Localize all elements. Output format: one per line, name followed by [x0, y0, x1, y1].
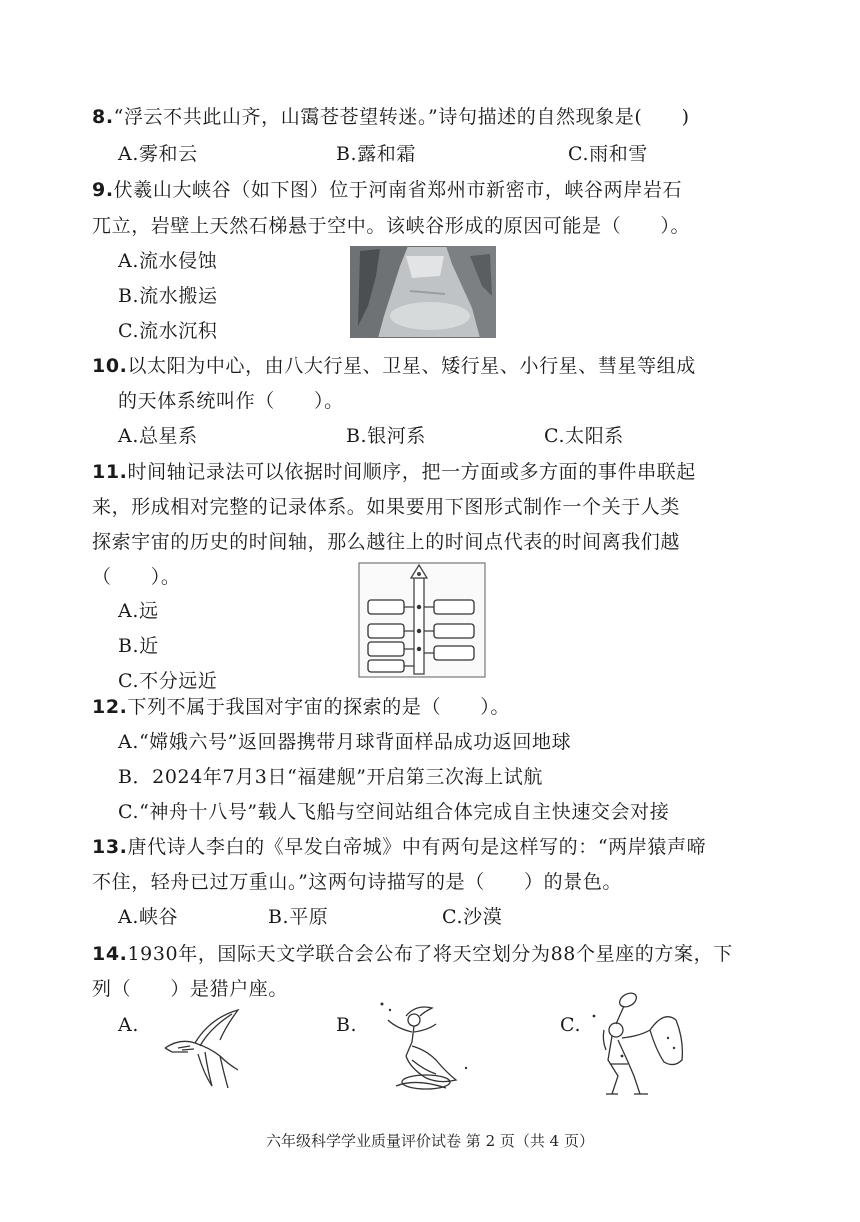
timeline-diagram: [358, 562, 486, 678]
question-number: 11.: [92, 461, 128, 483]
question-11: [92, 459, 696, 485]
q12-option-a: A.“嫦娥六号”返回器携带月球背面样品成功返回地球: [118, 731, 572, 753]
question-13: [92, 834, 706, 860]
q14-text-line2: 列（ ）是猎户座。: [92, 978, 289, 1000]
question-number: 8.: [92, 106, 114, 128]
question-number: 9.: [92, 179, 114, 201]
q10-option-b: B.银河系: [346, 425, 427, 447]
q9-option-b: B.流水搬运: [118, 285, 218, 307]
q12-option-b: B．2024年7月3日“福建舰”开启第三次海上试航: [118, 766, 543, 788]
q11-text-line2: 来，形成相对完整的记录体系。如果要用下图形式制作一个关于人类: [92, 496, 681, 518]
question-text: “浮云不共此山齐，山霭苍苍望转迷。”诗句描述的自然现象是( ): [113, 106, 690, 128]
q12-option-c: C.“神舟十八号”载人飞船与空间站组合体完成自主快速交会对接: [118, 801, 670, 823]
question-text-line1: 以太阳为中心，由八大行星、卫星、矮行星、小行星、彗星等组成: [127, 355, 696, 377]
figure-constellation-illustration: [376, 998, 476, 1094]
question-number: 10.: [92, 355, 128, 377]
swan-constellation-illustration: [160, 1008, 250, 1098]
q10-option-c: C.太阳系: [544, 425, 624, 447]
question-number: 14.: [92, 943, 128, 965]
q11-option-a: A.远: [118, 600, 159, 622]
q9-text-line2: 兀立，岩壁上天然石梯悬于空中。该峡谷形成的原因可能是（ ）。: [92, 215, 691, 237]
question-14: [92, 941, 733, 967]
question-text-line1: 时间轴记录法可以依据时间顺序，把一方面或多方面的事件串联起: [127, 461, 696, 483]
question-text: 下列不属于我国对宇宙的探索的是（ ）。: [127, 696, 510, 718]
question-8: [92, 104, 690, 130]
q10-text-line2: 的天体系统叫作（ ）。: [118, 390, 344, 412]
question-9: [92, 177, 682, 203]
q11-option-b: B.近: [118, 635, 159, 657]
canyon-photo: [350, 246, 496, 338]
question-number: 13.: [92, 836, 128, 858]
q11-text-line3: 探索宇宙的历史的时间轴，那么越往上的时间点代表的时间离我们越: [92, 531, 681, 553]
q13-option-a: A.峡谷: [118, 906, 179, 928]
question-text-line1: 伏羲山大峡谷（如下图）位于河南省郑州市新密市，峡谷两岸岩石: [113, 179, 683, 201]
q14-option-b: B.: [336, 1014, 358, 1036]
q11-text-line4: （ ）。: [92, 566, 181, 588]
q9-option-a: A.流水侵蚀: [118, 250, 218, 272]
q8-option-c: C.雨和雪: [568, 143, 648, 165]
question-10: [92, 353, 696, 379]
q11-option-c: C.不分远近: [118, 670, 218, 692]
q10-option-a: A.总星系: [118, 425, 198, 447]
q13-option-c: C.沙漠: [442, 906, 503, 928]
q13-text-line2: 不住，轻舟已过万重山。”这两句诗描写的是（ ）的景色。: [92, 871, 623, 893]
q8-option-b: B.露和霜: [336, 143, 417, 165]
question-number: 12.: [92, 696, 128, 718]
q13-option-b: B.平原: [268, 906, 329, 928]
q9-option-c: C.流水沉积: [118, 320, 218, 342]
q14-option-a: A.: [118, 1014, 139, 1036]
q14-option-c: C.: [560, 1014, 582, 1036]
q8-option-a: A.雾和云: [118, 143, 198, 165]
page-footer: 六年级科学学业质量评价试卷 第 2 页（共 4 页）: [266, 1132, 594, 1150]
question-text-line1: 唐代诗人李白的《早发白帝城》中有两句是这样写的：“两岸猿声啼: [127, 836, 707, 858]
orion-hunter-constellation-illustration: [588, 990, 692, 1106]
question-text-line1: 1930年，国际天文学联合会公布了将天空划分为88个星座的方案，下: [127, 943, 733, 965]
question-12: [92, 694, 510, 720]
